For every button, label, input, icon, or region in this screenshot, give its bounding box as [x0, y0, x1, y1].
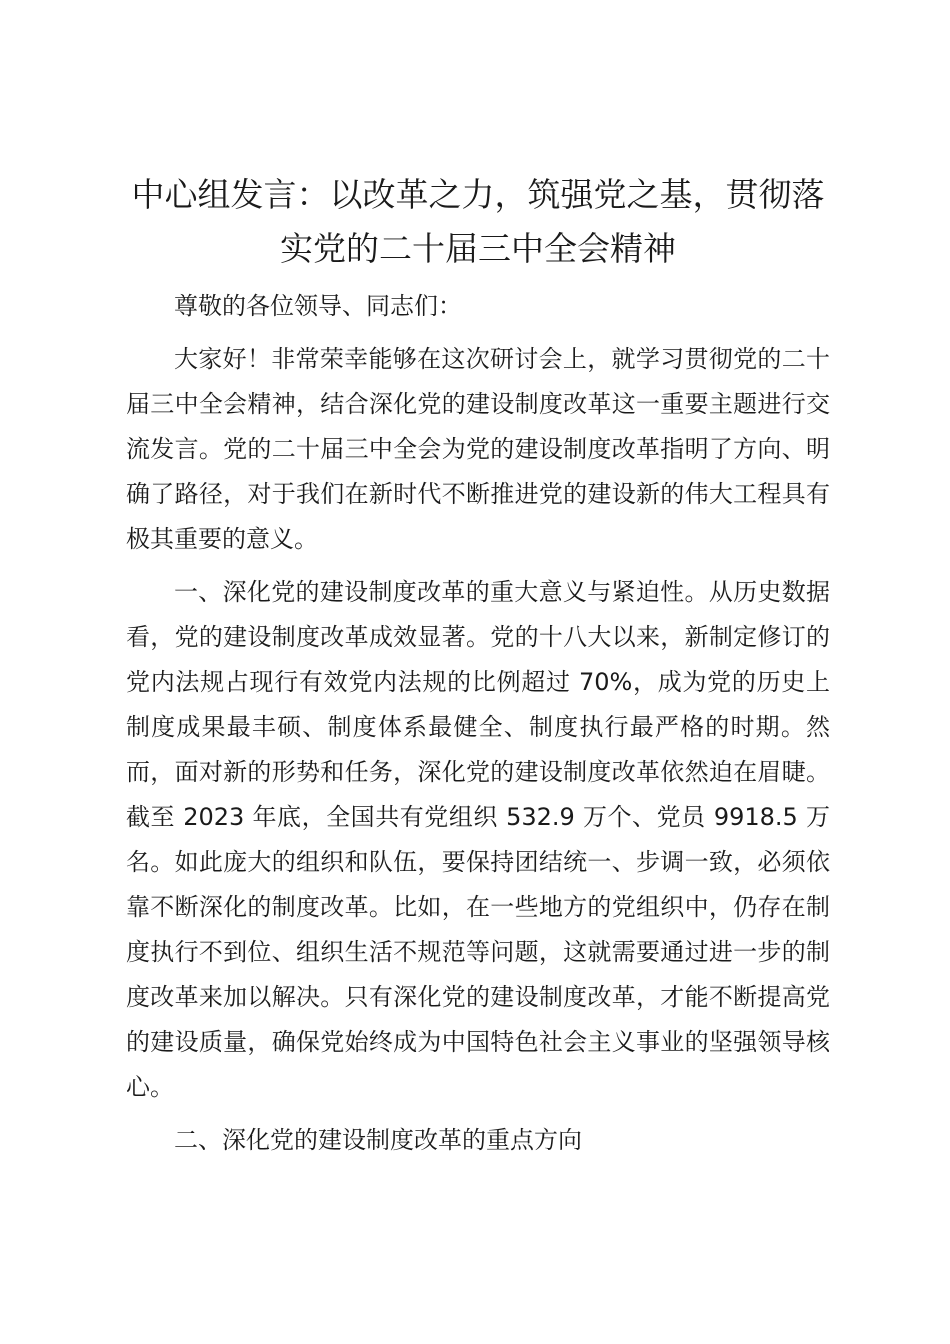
paragraph-section-one: 一、深化党的建设制度改革的重大意义与紧迫性。从历史数据看，党的建设制度改革成效显著。党的十八大以来，新制定修订的党内法规占现行有效党内法规的比例超过 70%，成为党的历史上制度成果最丰硕、制度体系最健全、制度执行最严格的时期。然而，面对新的形势和任务，深化党的建设制度改革依然迫在眉睫。截至 2023 年底，全国共有党组织 532.9 万个、党员 9918.5 万名。如此庞大的组织和队伍，要保持团结统一、步调一致，必须依靠不断深化的制度改革。比如，在一些地方的党组织中，仍存在制度执行不到位、组织生活不规范等问题，这就需要通过进一步的制度改革来加以解决。只有深化党的建设制度改革，才能不断提高党的建设质量，确保党始终成为中国特色社会主义事业的坚强领导核心。 — [126, 578, 830, 1101]
paragraph-section-two-heading: 二、深化党的建设制度改革的重点方向 — [174, 1126, 582, 1154]
document-title: 中心组发言：以改革之力，筑强党之基，贯彻落实党的二十届三中全会精神 — [131, 175, 825, 268]
greeting: 尊敬的各位领导、同志们： — [174, 292, 462, 320]
paragraph-intro: 大家好！非常荣幸能够在这次研讨会上，就学习贯彻党的二十届三中全会精神，结合深化党的建设制度改革这一重要主题进行交流发言。党的二十届三中全会为党的建设制度改革指明了方向、明确了路径，对于我们在新时代不断推进党的建设新的伟大工程具有极其重要的意义。 — [126, 345, 830, 553]
document-page — [126, 168, 830, 1163]
